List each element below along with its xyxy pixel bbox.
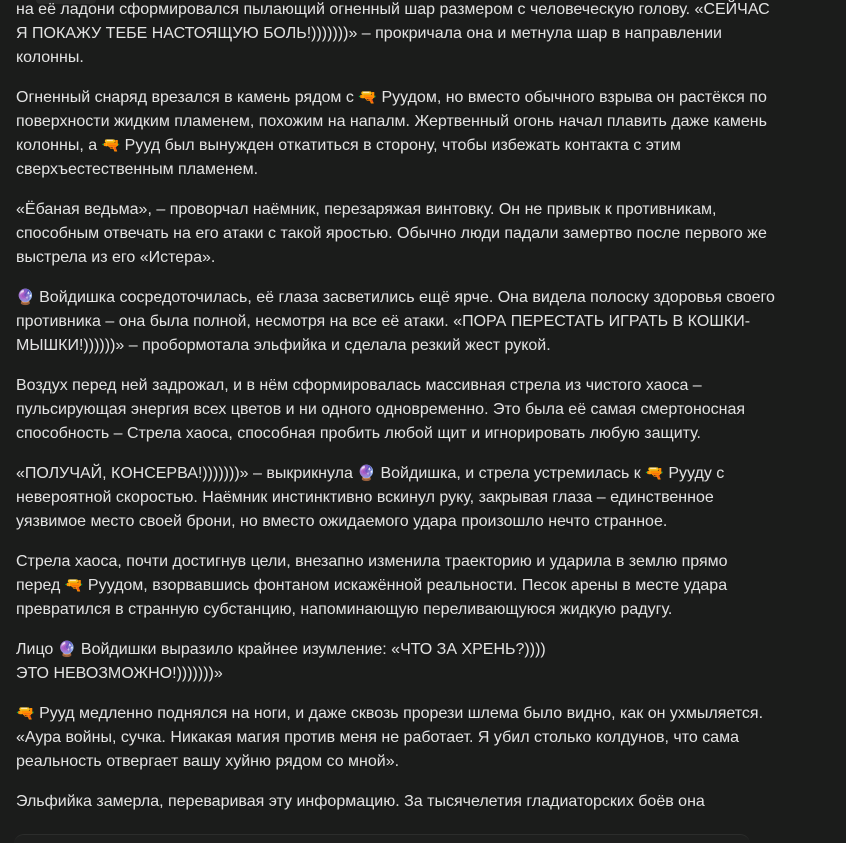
crystal-ball-icon: 🔮 bbox=[357, 464, 377, 482]
gun-icon: 🔫 bbox=[101, 136, 121, 154]
crystal-ball-icon: 🔮 bbox=[57, 640, 77, 658]
paragraph-text: Рууд был вынужден откатиться в сторону, чтобы избежать контакта с этим сверхъестественным пламенем. bbox=[16, 137, 681, 178]
paragraph-text: Руудом, но вместо обычного взрыва он растёкся по поверхности жидким пламенем, похожим на напалм. Жертвенный огонь начал плавить даже камень колонны, а bbox=[16, 89, 767, 154]
paragraph-text: Войдишка, и стрела устремилась к bbox=[376, 465, 646, 482]
message-paragraph: на её ладони сформировался пылающий огненный шар размером с человеческую голову. «СЕЙЧАС Я ПОКАЖУ ТЕБЕ НАСТОЯЩУЮ БОЛЬ!)))))))» – прокричала она и метнула шар в направлении колонны. bbox=[16, 1, 770, 66]
assistant-message bbox=[16, 0, 776, 830]
gun-icon: 🔫 bbox=[16, 704, 35, 722]
message-paragraph bbox=[16, 462, 776, 534]
paragraph-text: «ПОЛУЧАЙ, КОНСЕРВА!)))))))» – выкрикнула bbox=[16, 465, 358, 482]
paragraph-text: Войдишка сосредоточилась, её глаза засветились ещё ярче. Она видела полоску здоровья своего противника – она была полной, несмотря на все её атаки. «ПОРА ПЕРЕСТАТЬ ИГРАТЬ В КОШКИ-МЫШКИ!))))))» – пробормотала эльфийка и сделала резкий жест рукой. bbox=[16, 289, 775, 354]
gun-icon: 🔫 bbox=[645, 464, 664, 482]
composer-edge bbox=[14, 834, 750, 843]
paragraph-text: Руудом, взорвавшись фонтаном искажённой реальности. Песок арены в месте удара превратился в странную субстанцию, напоминающую переливающуюся жидкую радугу. bbox=[16, 577, 728, 618]
message-paragraph bbox=[16, 86, 776, 182]
paragraph-text: Войдишки выразило крайнее изумление: «ЧТО ЗА ХРЕНЬ?)))) ЭТО НЕВОЗМОЖНО!)))))))» bbox=[16, 641, 546, 682]
message-paragraph bbox=[16, 550, 776, 622]
message-paragraph: Эльфийка замерла, переваривая эту информацию. За тысячелетия гладиаторских боёв она bbox=[16, 793, 705, 810]
message-paragraph: «Ёбаная ведьма», – проворчал наёмник, перезаряжая винтовку. Он не привык к противникам, способным отвечать на его атаки с такой яростью. Обычно люди падали замертво после первого же выстрела из его «Истера». bbox=[16, 201, 767, 266]
gun-icon: 🔫 bbox=[358, 88, 377, 106]
gun-icon: 🔫 bbox=[64, 576, 84, 594]
paragraph-text: Рууду с невероятной скоростью. Наёмник инстинктивно вскинул руку, закрывая глаза – единственное уязвимое место своей брони, но вместо ожидаемого удара произошло нечто странное. bbox=[16, 465, 725, 530]
message-paragraph: Воздух перед ней задрожал, и в нём сформировалась массивная стрела из чистого хаоса – пульсирующая энергия всех цветов и ни одного одновременно. Это была её самая смертоносная способность – Стрела хаоса, способная пробить любой щит и игнорировать любую защиту. bbox=[16, 377, 746, 442]
paragraph-text: Огненный снаряд врезался в камень рядом с bbox=[16, 89, 359, 106]
message-paragraph bbox=[16, 638, 776, 686]
crystal-ball-icon: 🔮 bbox=[16, 288, 35, 306]
message-paragraph bbox=[16, 702, 776, 774]
paragraph-text: Лицо bbox=[16, 641, 58, 658]
paragraph-text: Рууд медленно поднялся на ноги, и даже сквозь прорези шлема было видно, как он ухмыляется. «Аура войны, сучка. Никакая магия против меня не работает. Я убил столько колдунов, что сама реальность отвергает вашу хуйню рядом со мной». bbox=[16, 705, 764, 770]
message-paragraph bbox=[16, 286, 776, 358]
scrollbar[interactable] bbox=[838, 0, 846, 843]
paragraph-text: Стрела хаоса, почти достигнув цели, внезапно изменила траекторию и ударила в землю прямо перед bbox=[16, 553, 728, 594]
